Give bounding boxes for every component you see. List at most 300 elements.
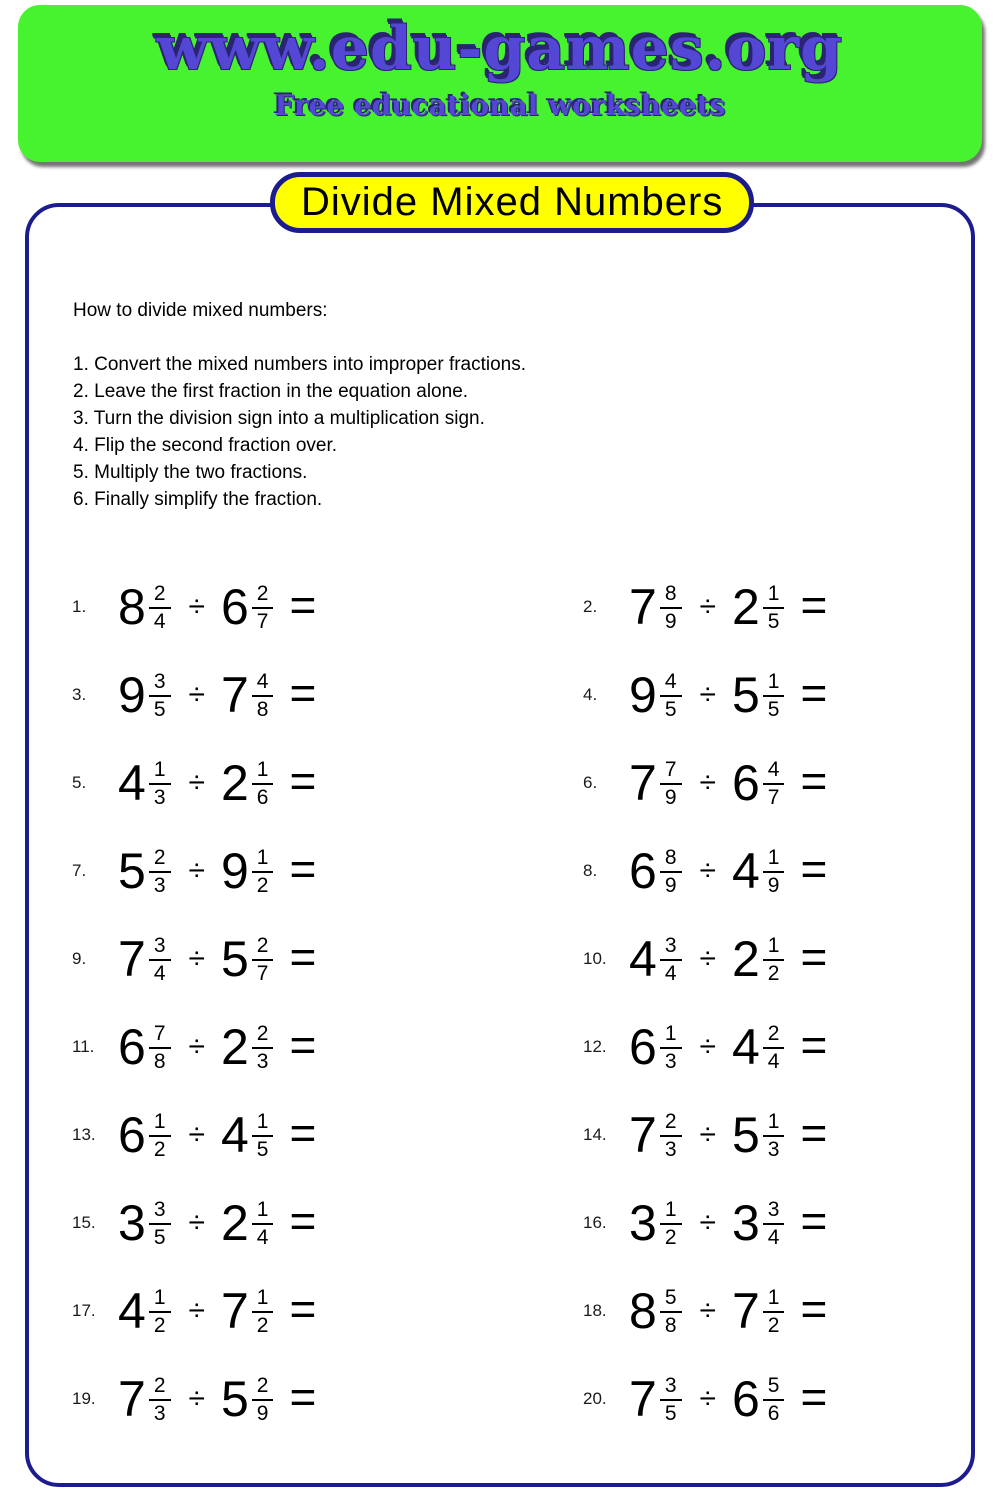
mixed-number-a	[118, 667, 171, 723]
divide-icon: ÷	[699, 1118, 716, 1151]
whole-number: 7	[629, 1107, 657, 1163]
problem-number: 7.	[72, 861, 87, 880]
problem-expression	[118, 756, 316, 810]
mixed-number-b	[220, 755, 274, 811]
mixed-number-a	[118, 931, 171, 987]
fraction	[252, 935, 274, 984]
numerator: 1	[763, 1111, 785, 1136]
site-banner	[18, 5, 982, 162]
problem	[60, 915, 565, 1003]
numerator: 1	[149, 1287, 171, 1312]
problem	[60, 739, 565, 827]
problem-number: 20.	[583, 1389, 607, 1408]
fraction	[660, 759, 682, 808]
mixed-number-b	[731, 1195, 785, 1251]
problem-number: 19.	[72, 1389, 96, 1408]
divide-icon: ÷	[188, 942, 205, 975]
divide-icon: ÷	[699, 1294, 716, 1327]
fraction	[763, 1375, 785, 1424]
problem-number: 12.	[583, 1037, 607, 1056]
numerator: 1	[252, 759, 274, 784]
problem-expression	[118, 1020, 316, 1074]
mixed-number-b	[220, 1019, 274, 1075]
denominator: 2	[153, 1313, 166, 1337]
problem-number: 9.	[72, 949, 87, 968]
mixed-number-a	[629, 1019, 682, 1075]
denominator: 2	[664, 1225, 677, 1249]
numerator: 7	[660, 759, 682, 784]
instruction-step: 4. Flip the second fraction over.	[73, 435, 338, 456]
whole-number: 2	[220, 1019, 249, 1075]
fraction	[763, 935, 785, 984]
divide-icon: ÷	[188, 1294, 205, 1327]
denominator: 3	[256, 1049, 269, 1073]
mixed-number-a	[629, 1107, 682, 1163]
denominator: 5	[767, 697, 780, 721]
problem	[60, 651, 565, 739]
fraction	[149, 1023, 171, 1072]
denominator: 4	[664, 961, 677, 985]
denominator: 5	[256, 1137, 269, 1161]
equals-sign: =	[289, 931, 317, 983]
whole-number: 8	[118, 579, 146, 635]
denominator: 5	[664, 697, 677, 721]
whole-number: 7	[731, 1283, 760, 1339]
denominator: 4	[153, 961, 166, 985]
numerator: 3	[149, 671, 171, 696]
divide-icon: ÷	[188, 678, 205, 711]
fraction	[252, 1111, 274, 1160]
numerator: 1	[252, 1111, 274, 1136]
mixed-number-a	[118, 1195, 171, 1251]
whole-number: 6	[629, 1019, 657, 1075]
denominator: 3	[153, 1401, 166, 1425]
whole-number: 9	[118, 667, 146, 723]
problem-expression	[118, 844, 316, 898]
problem-number: 13.	[72, 1125, 96, 1144]
whole-number: 4	[220, 1107, 249, 1163]
instruction-step: 2. Leave the first fraction in the equation alone.	[73, 381, 469, 402]
fraction	[252, 1199, 274, 1248]
equals-sign: =	[289, 1283, 317, 1335]
fraction	[763, 759, 785, 808]
mixed-number-a	[118, 843, 171, 899]
whole-number: 7	[220, 667, 249, 723]
divide-icon: ÷	[188, 1382, 205, 1415]
denominator: 8	[153, 1049, 166, 1073]
whole-number: 2	[731, 931, 760, 987]
problem-expression	[629, 1196, 827, 1250]
numerator: 3	[149, 1199, 171, 1224]
problem	[565, 1355, 972, 1443]
mixed-number-b	[220, 1371, 274, 1427]
fraction	[660, 1023, 682, 1072]
whole-number: 4	[629, 931, 657, 987]
problem-number: 17.	[72, 1301, 96, 1320]
problem	[565, 1267, 972, 1355]
denominator: 4	[153, 609, 166, 633]
whole-number: 7	[220, 1283, 249, 1339]
whole-number: 9	[629, 667, 657, 723]
mixed-number-a	[118, 579, 171, 635]
fraction	[252, 1287, 274, 1336]
fraction	[252, 1375, 274, 1424]
whole-number: 7	[118, 931, 146, 987]
denominator: 3	[153, 785, 166, 809]
problem-expression	[629, 1284, 827, 1338]
denominator: 8	[664, 1313, 677, 1337]
fraction	[149, 671, 171, 720]
whole-number: 3	[118, 1195, 146, 1251]
equals-sign: =	[289, 843, 317, 895]
denominator: 4	[256, 1225, 269, 1249]
problem-number: 1.	[72, 597, 87, 616]
divide-icon: ÷	[699, 678, 716, 711]
mixed-number-b	[731, 931, 785, 987]
fraction	[763, 1199, 785, 1248]
divide-icon: ÷	[699, 854, 716, 887]
mixed-number-a	[629, 1283, 682, 1339]
equals-sign: =	[800, 931, 828, 983]
numerator: 2	[252, 1375, 274, 1400]
equals-sign: =	[800, 667, 828, 719]
fraction	[149, 1375, 171, 1424]
mixed-number-b	[220, 843, 274, 899]
mixed-number-b	[731, 1283, 785, 1339]
instruction-step: 6. Finally simplify the fraction.	[73, 489, 323, 510]
fraction	[763, 671, 785, 720]
equals-sign: =	[289, 755, 317, 807]
equals-sign: =	[800, 1195, 828, 1247]
problem	[60, 1003, 565, 1091]
denominator: 9	[664, 785, 677, 809]
problem	[565, 651, 972, 739]
problem	[60, 563, 565, 651]
mixed-number-a	[629, 1371, 682, 1427]
numerator: 3	[660, 1375, 682, 1400]
numerator: 1	[763, 935, 785, 960]
fraction	[252, 759, 274, 808]
denominator: 5	[153, 1225, 166, 1249]
numerator: 2	[149, 1375, 171, 1400]
denominator: 2	[767, 961, 780, 985]
numerator: 2	[149, 847, 171, 872]
fraction	[660, 935, 682, 984]
problem	[565, 1091, 972, 1179]
problem	[565, 1179, 972, 1267]
whole-number: 6	[118, 1019, 146, 1075]
problem	[60, 1355, 565, 1443]
numerator: 2	[660, 1111, 682, 1136]
whole-number: 5	[220, 1371, 249, 1427]
divide-icon: ÷	[188, 854, 205, 887]
whole-number: 9	[220, 843, 249, 899]
mixed-number-b	[731, 667, 785, 723]
fraction	[660, 847, 682, 896]
fraction	[660, 1375, 682, 1424]
whole-number: 5	[220, 931, 249, 987]
mixed-number-b	[731, 1019, 785, 1075]
worksheet-title: Divide Mixed Numbers	[301, 180, 724, 224]
fraction	[660, 1111, 682, 1160]
fraction	[763, 847, 785, 896]
mixed-number-b	[220, 1195, 274, 1251]
numerator: 2	[252, 583, 274, 608]
denominator: 6	[256, 785, 269, 809]
problem-number: 15.	[72, 1213, 96, 1232]
problem-expression	[118, 932, 316, 986]
denominator: 2	[153, 1137, 166, 1161]
mixed-number-b	[731, 755, 785, 811]
fraction	[660, 671, 682, 720]
mixed-number-b	[731, 1107, 785, 1163]
numerator: 1	[149, 1111, 171, 1136]
whole-number: 5	[731, 667, 760, 723]
mixed-number-b	[220, 579, 274, 635]
problem-expression	[629, 668, 827, 722]
mixed-number-a	[118, 1283, 171, 1339]
numerator: 1	[660, 1199, 682, 1224]
denominator: 4	[767, 1049, 780, 1073]
numerator: 1	[252, 1199, 274, 1224]
problem-expression	[118, 1372, 316, 1426]
whole-number: 6	[731, 1371, 760, 1427]
problem-expression	[629, 756, 827, 810]
problem-expression	[118, 1284, 316, 1338]
denominator: 9	[664, 609, 677, 633]
numerator: 1	[149, 759, 171, 784]
denominator: 3	[664, 1049, 677, 1073]
denominator: 3	[153, 873, 166, 897]
fraction	[763, 583, 785, 632]
whole-number: 7	[629, 755, 657, 811]
equals-sign: =	[289, 579, 317, 631]
whole-number: 4	[118, 1283, 146, 1339]
mixed-number-b	[731, 843, 785, 899]
problem-number: 2.	[583, 597, 598, 616]
whole-number: 7	[118, 1371, 146, 1427]
fraction	[660, 1287, 682, 1336]
problem-number: 5.	[72, 773, 87, 792]
problem	[60, 1267, 565, 1355]
numerator: 3	[763, 1199, 785, 1224]
mixed-number-b	[220, 1283, 274, 1339]
mixed-number-a	[629, 755, 682, 811]
fraction	[252, 671, 274, 720]
whole-number: 3	[629, 1195, 657, 1251]
denominator: 8	[256, 697, 269, 721]
numerator: 2	[763, 1023, 785, 1048]
numerator: 2	[252, 1023, 274, 1048]
fraction	[763, 1111, 785, 1160]
mixed-number-a	[118, 1019, 171, 1075]
numerator: 7	[149, 1023, 171, 1048]
equals-sign: =	[289, 667, 317, 719]
numerator: 1	[763, 847, 785, 872]
problem-number: 4.	[583, 685, 598, 704]
divide-icon: ÷	[699, 1382, 716, 1415]
divide-icon: ÷	[188, 590, 205, 623]
denominator: 7	[256, 609, 269, 633]
problem	[60, 1091, 565, 1179]
equals-sign: =	[800, 1371, 828, 1423]
divide-icon: ÷	[188, 1206, 205, 1239]
instructions-heading: How to divide mixed numbers:	[73, 300, 328, 321]
whole-number: 7	[629, 1371, 657, 1427]
numerator: 2	[149, 583, 171, 608]
mixed-number-a	[629, 931, 682, 987]
fraction	[149, 1199, 171, 1248]
fraction	[660, 583, 682, 632]
equals-sign: =	[289, 1371, 317, 1423]
equals-sign: =	[289, 1195, 317, 1247]
mixed-number-a	[629, 843, 682, 899]
fraction	[252, 583, 274, 632]
mixed-number-a	[629, 667, 682, 723]
whole-number: 4	[118, 755, 146, 811]
whole-number: 6	[629, 843, 657, 899]
mixed-number-a	[118, 755, 171, 811]
problem-number: 6.	[583, 773, 598, 792]
mixed-number-b	[731, 1371, 785, 1427]
mixed-number-b	[731, 579, 785, 635]
denominator: 2	[256, 873, 269, 897]
problem-expression	[629, 1372, 827, 1426]
equals-sign: =	[289, 1107, 317, 1159]
numerator: 4	[660, 671, 682, 696]
numerator: 5	[763, 1375, 785, 1400]
numerator: 4	[252, 671, 274, 696]
numerator: 5	[660, 1287, 682, 1312]
whole-number: 2	[220, 755, 249, 811]
fraction	[763, 1287, 785, 1336]
denominator: 4	[767, 1225, 780, 1249]
problem	[565, 915, 972, 1003]
problem	[565, 1003, 972, 1091]
mixed-number-a	[629, 1195, 682, 1251]
instruction-step: 3. Turn the division sign into a multiplication sign.	[73, 408, 485, 429]
instruction-step: 5. Multiply the two fractions.	[73, 462, 308, 483]
whole-number: 7	[629, 579, 657, 635]
numerator: 1	[763, 671, 785, 696]
denominator: 5	[664, 1401, 677, 1425]
fraction	[763, 1023, 785, 1072]
fraction	[149, 583, 171, 632]
problem-expression	[629, 580, 827, 634]
whole-number: 4	[731, 843, 760, 899]
whole-number: 8	[629, 1283, 657, 1339]
divide-icon: ÷	[188, 1030, 205, 1063]
whole-number: 6	[220, 579, 249, 635]
fraction	[252, 1023, 274, 1072]
divide-icon: ÷	[699, 1206, 716, 1239]
problem-expression	[118, 580, 316, 634]
mixed-number-a	[118, 1371, 171, 1427]
problem	[60, 827, 565, 915]
instruction-step: 1. Convert the mixed numbers into improper fractions.	[73, 354, 527, 375]
numerator: 1	[763, 1287, 785, 1312]
numerator: 1	[763, 583, 785, 608]
denominator: 5	[153, 697, 166, 721]
problem-expression	[629, 844, 827, 898]
denominator: 3	[664, 1137, 677, 1161]
divide-icon: ÷	[699, 766, 716, 799]
problem-number: 10.	[583, 949, 607, 968]
fraction	[149, 759, 171, 808]
problem-expression	[118, 1196, 316, 1250]
problem-number: 16.	[583, 1213, 607, 1232]
denominator: 9	[256, 1401, 269, 1425]
problem-expression	[118, 668, 316, 722]
fraction	[149, 1287, 171, 1336]
whole-number: 3	[731, 1195, 760, 1251]
denominator: 9	[767, 873, 780, 897]
site-tagline: Free educational worksheets	[274, 89, 726, 122]
problem	[565, 827, 972, 915]
mixed-number-b	[220, 667, 274, 723]
problem	[565, 563, 972, 651]
divide-icon: ÷	[699, 1030, 716, 1063]
numerator: 1	[252, 847, 274, 872]
worksheet-title-badge	[270, 172, 754, 233]
whole-number: 5	[731, 1107, 760, 1163]
problem	[565, 739, 972, 827]
divide-icon: ÷	[699, 590, 716, 623]
equals-sign: =	[800, 755, 828, 807]
divide-icon: ÷	[699, 942, 716, 975]
mixed-number-a	[629, 579, 682, 635]
fraction	[660, 1199, 682, 1248]
fraction	[149, 847, 171, 896]
problems-grid	[60, 563, 972, 1443]
equals-sign: =	[800, 1283, 828, 1335]
denominator: 9	[664, 873, 677, 897]
instructions	[73, 297, 526, 513]
problem	[60, 1179, 565, 1267]
problem-expression	[629, 932, 827, 986]
numerator: 3	[149, 935, 171, 960]
mixed-number-b	[220, 931, 274, 987]
whole-number: 6	[731, 755, 760, 811]
numerator: 1	[660, 1023, 682, 1048]
denominator: 5	[767, 609, 780, 633]
numerator: 4	[763, 759, 785, 784]
numerator: 1	[252, 1287, 274, 1312]
numerator: 8	[660, 847, 682, 872]
numerator: 3	[660, 935, 682, 960]
problem-expression	[118, 1108, 316, 1162]
denominator: 6	[767, 1401, 780, 1425]
equals-sign: =	[800, 843, 828, 895]
divide-icon: ÷	[188, 766, 205, 799]
problem-number: 14.	[583, 1125, 607, 1144]
denominator: 7	[256, 961, 269, 985]
whole-number: 6	[118, 1107, 146, 1163]
whole-number: 4	[731, 1019, 760, 1075]
fraction	[252, 847, 274, 896]
whole-number: 2	[731, 579, 760, 635]
mixed-number-a	[118, 1107, 171, 1163]
denominator: 3	[767, 1137, 780, 1161]
denominator: 2	[256, 1313, 269, 1337]
equals-sign: =	[800, 1019, 828, 1071]
problem-number: 3.	[72, 685, 87, 704]
problem-number: 8.	[583, 861, 598, 880]
denominator: 2	[767, 1313, 780, 1337]
numerator: 2	[252, 935, 274, 960]
problem-expression	[629, 1020, 827, 1074]
fraction	[149, 935, 171, 984]
